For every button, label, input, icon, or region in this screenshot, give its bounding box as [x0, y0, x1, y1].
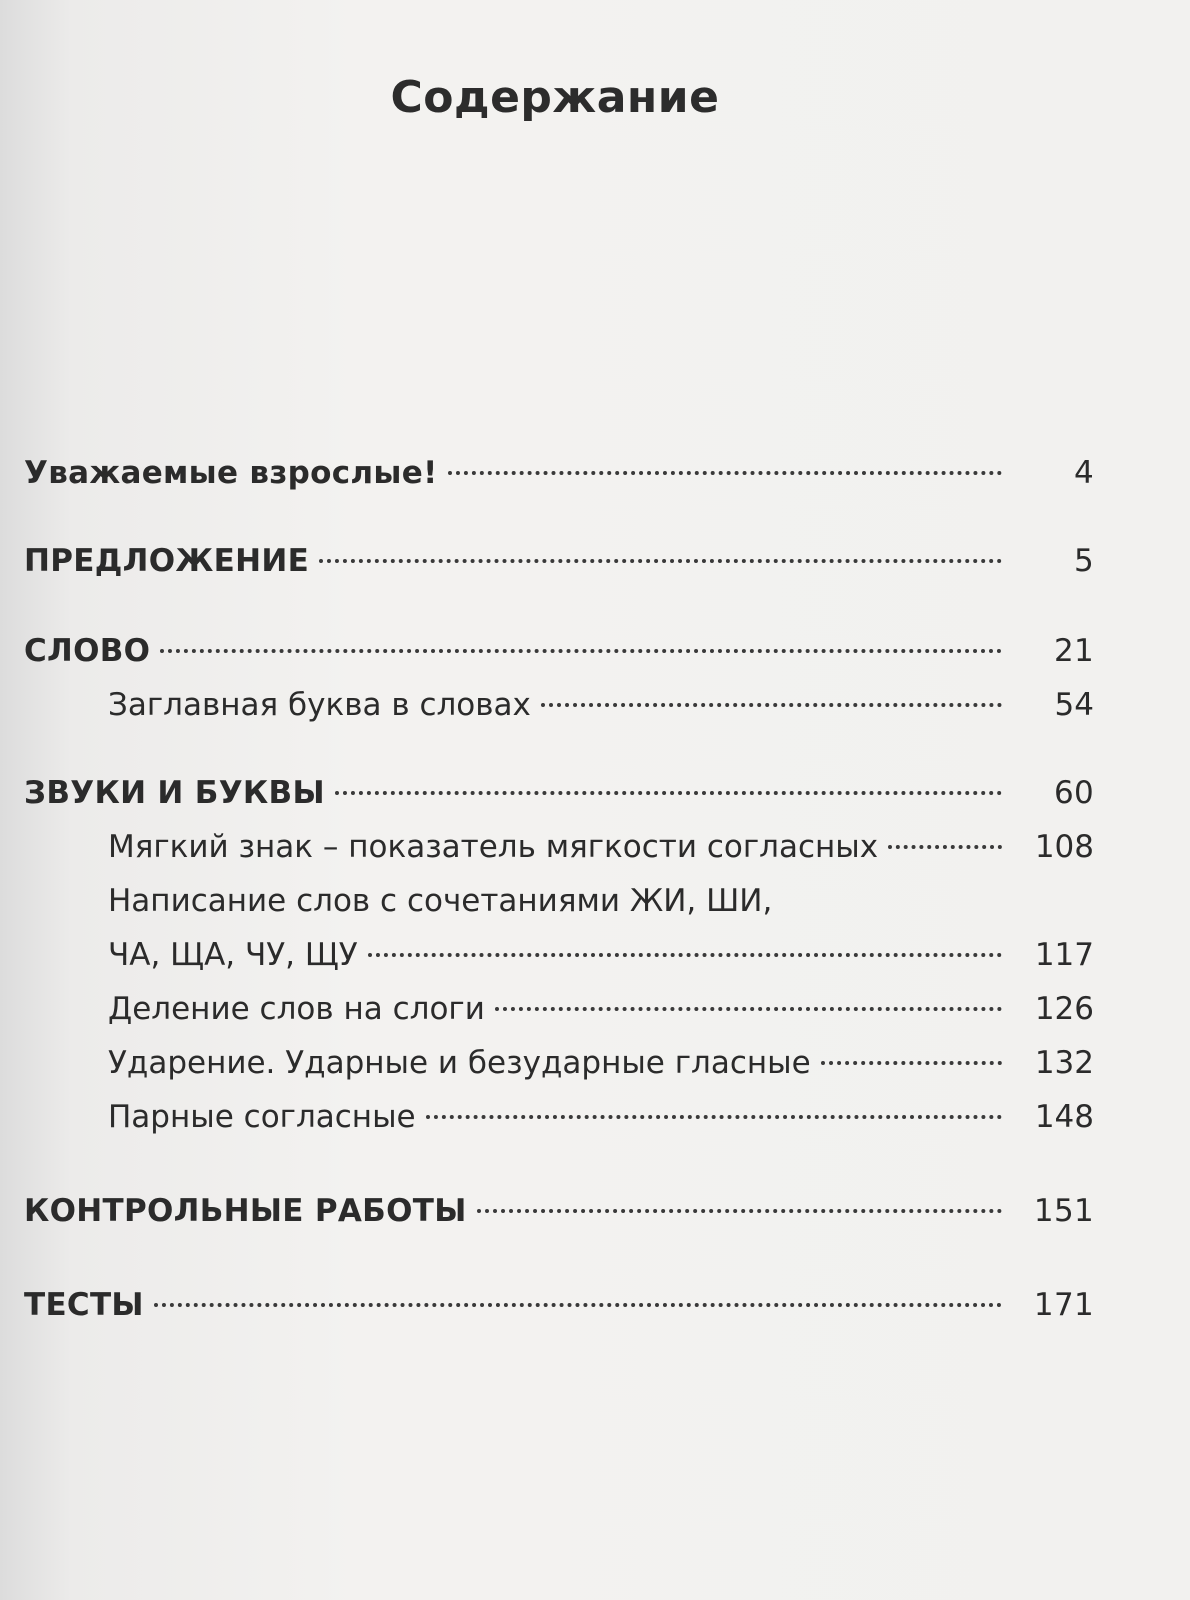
toc-page-number: 132 — [1034, 1045, 1094, 1081]
toc-entry-capital-letter — [24, 678, 1094, 732]
section-gap — [24, 1144, 1094, 1184]
toc-page-number: 151 — [1033, 1193, 1094, 1229]
dot-leader — [319, 559, 1002, 563]
dot-leader — [477, 1209, 1002, 1213]
toc-page-number: 60 — [1053, 775, 1094, 811]
toc-entry-label: Уважаемые взрослые! — [24, 455, 438, 491]
dot-leader — [426, 1115, 1002, 1119]
toc-entry-paired-consonants — [24, 1090, 1094, 1144]
toc-entry-label: ПРЕДЛОЖЕНИЕ — [24, 543, 310, 579]
toc-page-number: 126 — [1034, 991, 1094, 1027]
page-title: Содержание — [390, 72, 720, 123]
dot-leader — [541, 703, 1002, 707]
toc-entry-zhi-shi — [24, 928, 1094, 982]
toc-entry-zhi-shi-line1: Написание слов с сочетаниями ЖИ, ШИ, — [108, 883, 773, 919]
toc-entry-word — [24, 624, 1094, 678]
dot-leader — [495, 1007, 1002, 1011]
toc-page-number: 54 — [1054, 687, 1094, 723]
toc-entry-stress — [24, 1036, 1094, 1090]
toc-entry-label: Заглавная буква в словах — [108, 687, 531, 723]
toc-page-number: 108 — [1034, 829, 1094, 865]
toc-entry-soft-sign — [24, 820, 1094, 874]
toc-entry-sentence — [24, 534, 1094, 588]
toc-entry-label: Ударение. Ударные и безударные гласные — [108, 1045, 811, 1081]
dot-leader — [448, 471, 1002, 475]
toc-page-number: 4 — [1073, 455, 1094, 491]
dot-leader — [888, 845, 1002, 849]
toc-entry-tests — [24, 1278, 1094, 1332]
toc-entry-label: ЗВУКИ И БУКВЫ — [24, 775, 325, 811]
toc-entry-adults — [24, 446, 1094, 500]
table-of-contents — [24, 446, 1094, 1332]
toc-page-number: 21 — [1053, 633, 1094, 669]
dot-leader — [335, 791, 1002, 795]
toc-entry-label: КОНТРОЛЬНЫЕ РАБОТЫ — [24, 1193, 467, 1229]
toc-entry-label: ЧА, ЩА, ЧУ, ЩУ — [108, 937, 358, 973]
toc-entry-label: Парные согласные — [108, 1099, 416, 1135]
toc-entry-label: Деление слов на слоги — [108, 991, 485, 1027]
toc-entry-sounds-letters — [24, 766, 1094, 820]
toc-entry-label: СЛОВО — [24, 633, 151, 669]
section-gap — [24, 1238, 1094, 1278]
section-gap — [24, 588, 1094, 624]
dot-leader — [160, 649, 1002, 653]
toc-entry-syllables — [24, 982, 1094, 1036]
section-gap — [24, 732, 1094, 766]
dot-leader — [368, 953, 1002, 957]
toc-page-number: 117 — [1034, 937, 1094, 973]
toc-entry-control-works — [24, 1184, 1094, 1238]
toc-page-number: 148 — [1034, 1099, 1094, 1135]
toc-page-number: 171 — [1033, 1287, 1094, 1323]
section-gap — [24, 500, 1094, 534]
toc-entry-label: ТЕСТЫ — [24, 1287, 144, 1323]
dot-leader — [154, 1303, 1002, 1307]
toc-page-number: 5 — [1073, 543, 1094, 579]
dot-leader — [821, 1061, 1002, 1065]
toc-entry-label: Мягкий знак – показатель мягкости согласных — [108, 829, 879, 865]
